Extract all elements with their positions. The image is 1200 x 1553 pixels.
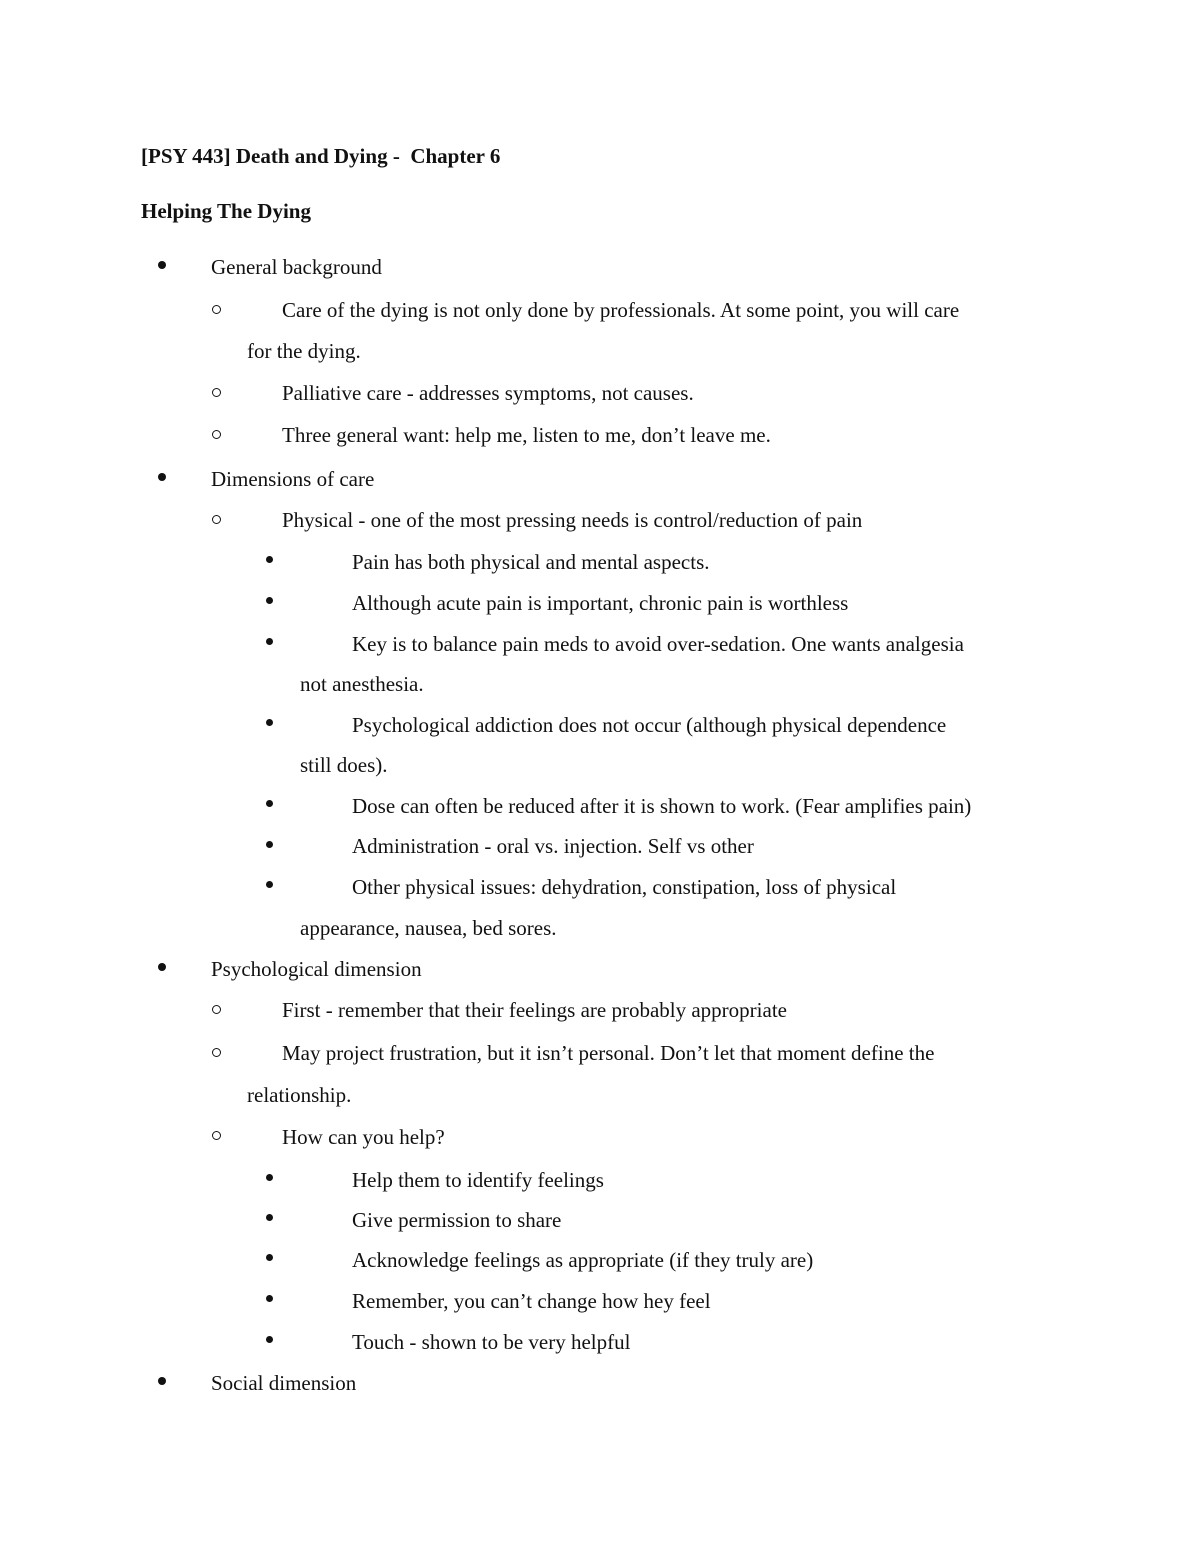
hollow-bullet-icon <box>212 1131 221 1140</box>
list-item: Care of the dying is not only done by professionals. At some point, you will care <box>282 298 960 322</box>
hollow-bullet-icon <box>212 1048 221 1057</box>
list-item: Acknowledge feelings as appropriate (if they truly are) <box>352 1248 814 1272</box>
hollow-bullet-icon <box>212 388 221 397</box>
section-heading: Helping The Dying <box>141 199 311 223</box>
bullet-icon <box>266 841 273 848</box>
bullet-icon <box>266 1174 273 1181</box>
list-item: First - remember that their feelings are probably appropriate <box>282 998 787 1022</box>
list-item: Physical - one of the most pressing needs is control/reduction of pain <box>282 508 863 532</box>
list-item-continuation: not anesthesia. <box>300 672 424 696</box>
list-item: Palliative care - addresses symptoms, not causes. <box>282 381 694 405</box>
list-item: May project frustration, but it isn’t personal. Don’t let that moment define the <box>282 1041 935 1065</box>
list-item: Pain has both physical and mental aspects. <box>352 550 710 574</box>
list-item: Administration - oral vs. injection. Self vs other <box>352 834 754 858</box>
hollow-bullet-icon <box>212 1005 221 1014</box>
document-title: [PSY 443] Death and Dying - Chapter 6 <box>141 144 501 168</box>
bullet-icon <box>266 800 273 807</box>
list-item-continuation: for the dying. <box>247 339 361 363</box>
bullet-icon <box>266 638 273 645</box>
bullet-icon <box>266 1295 273 1302</box>
bullet-icon <box>266 556 273 563</box>
list-item-continuation: still does). <box>300 753 388 777</box>
list-item: Remember, you can’t change how hey feel <box>352 1289 711 1313</box>
list-item-general-background: General background <box>211 255 382 279</box>
list-item: How can you help? <box>282 1125 445 1149</box>
bullet-icon <box>266 1214 273 1221</box>
bullet-icon <box>158 473 166 481</box>
list-item-continuation: relationship. <box>247 1083 352 1107</box>
bullet-icon <box>266 881 273 888</box>
list-item: Psychological addiction does not occur (although physical dependence <box>352 713 947 737</box>
bullet-icon <box>158 261 166 269</box>
list-item: Three general want: help me, listen to me, don’t leave me. <box>282 423 771 447</box>
list-item-social-dimension: Social dimension <box>211 1371 357 1395</box>
list-item: Although acute pain is important, chronic pain is worthless <box>352 591 849 615</box>
list-item: Touch - shown to be very helpful <box>352 1330 631 1354</box>
list-item: Key is to balance pain meds to avoid over-sedation. One wants analgesia <box>352 632 964 656</box>
list-item: Give permission to share <box>352 1208 562 1232</box>
bullet-icon <box>266 1254 273 1261</box>
bullet-icon <box>158 1377 166 1385</box>
list-item-psychological-dimension: Psychological dimension <box>211 957 422 981</box>
hollow-bullet-icon <box>212 305 221 314</box>
list-item: Dose can often be reduced after it is shown to work. (Fear amplifies pain) <box>352 794 972 818</box>
bullet-icon <box>158 963 166 971</box>
list-item: Other physical issues: dehydration, constipation, loss of physical <box>352 875 897 899</box>
bullet-icon <box>266 597 273 604</box>
list-item-continuation: appearance, nausea, bed sores. <box>300 916 557 940</box>
list-item: Help them to identify feelings <box>352 1168 604 1192</box>
bullet-icon <box>266 719 273 726</box>
list-item-dimensions-of-care: Dimensions of care <box>211 467 375 491</box>
hollow-bullet-icon <box>212 430 221 439</box>
bullet-icon <box>266 1336 273 1343</box>
hollow-bullet-icon <box>212 515 221 524</box>
